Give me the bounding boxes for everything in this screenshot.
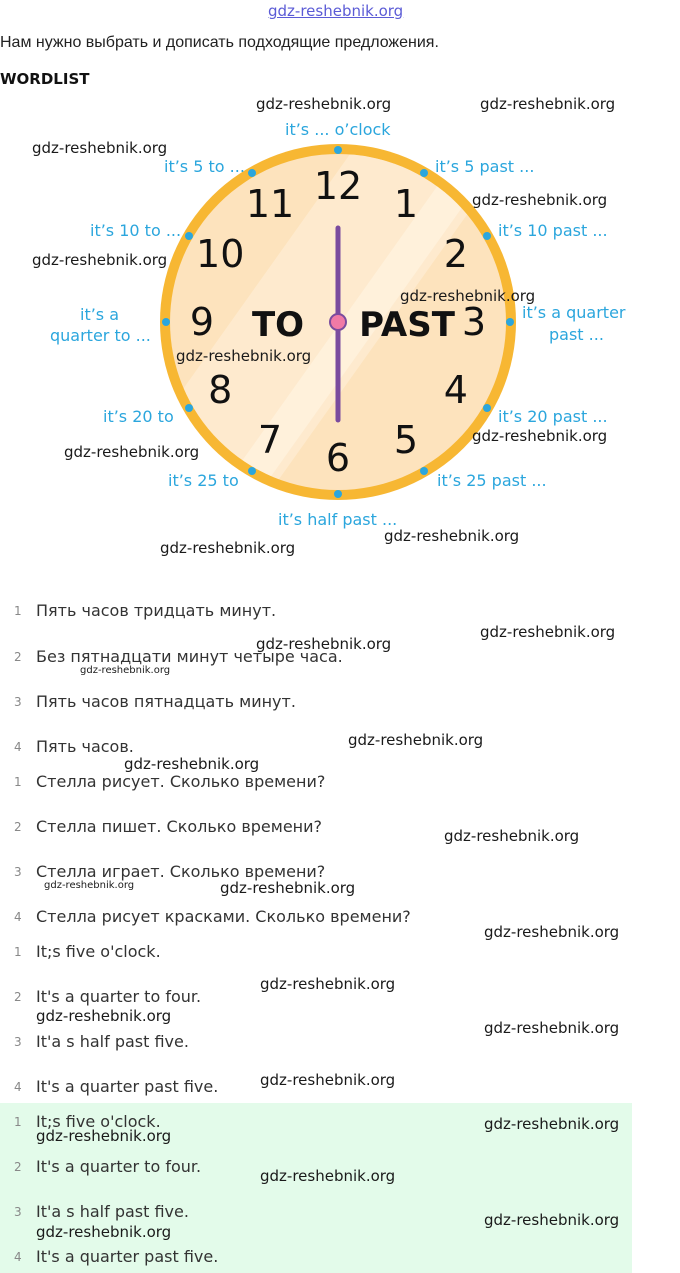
item-number: 3 bbox=[14, 695, 22, 709]
clock-illustration bbox=[0, 0, 680, 560]
item-text: It'a s half past five. bbox=[36, 1032, 189, 1051]
item-text: Стелла играет. Сколько времени? bbox=[36, 862, 326, 881]
item-text: It;s five o'clock. bbox=[36, 1112, 161, 1131]
item-text: Пять часов. bbox=[36, 737, 134, 756]
watermark: gdz-reshebnik.org bbox=[260, 975, 396, 993]
item-number: 4 bbox=[14, 1080, 22, 1094]
watermark: gdz-reshebnik.org bbox=[484, 923, 620, 941]
minute-dot bbox=[248, 467, 256, 475]
watermark: gdz-reshebnik.org bbox=[256, 95, 392, 113]
watermark: gdz-reshebnik.org bbox=[176, 347, 312, 365]
item-text: Стелла рисует. Сколько времени? bbox=[36, 772, 326, 791]
minute-dot bbox=[185, 232, 193, 240]
item-number: 3 bbox=[14, 865, 22, 879]
label-twentyfive-to: it’s 25 to bbox=[168, 471, 239, 490]
watermark: gdz-reshebnik.org bbox=[480, 623, 616, 641]
clock-number-4: 4 bbox=[443, 368, 468, 412]
minute-dot bbox=[483, 404, 491, 412]
watermark: gdz-reshebnik.org bbox=[32, 251, 168, 269]
label-oclock: it’s ... o’clock bbox=[285, 120, 391, 139]
item-number: 2 bbox=[14, 990, 22, 1004]
clock-number-11: 11 bbox=[245, 182, 295, 227]
minute-dot bbox=[248, 169, 256, 177]
answer-item bbox=[0, 1247, 632, 1267]
clock-number-5: 5 bbox=[393, 417, 419, 462]
to-label: TO bbox=[251, 305, 305, 345]
label-quarter-to-2: quarter to ... bbox=[50, 326, 151, 345]
item-text: It's a quarter past five. bbox=[36, 1077, 219, 1096]
item-text: Пять часов тридцать минут. bbox=[36, 601, 277, 620]
label-ten-to: it’s 10 to ... bbox=[90, 221, 182, 240]
watermark: gdz-reshebnik.org bbox=[36, 1223, 172, 1241]
item-number: 2 bbox=[14, 1160, 22, 1174]
minute-dot bbox=[162, 318, 170, 326]
watermark-top[interactable]: gdz-reshebnik.org bbox=[268, 2, 404, 20]
clock-number-9: 9 bbox=[189, 300, 215, 344]
clock-number-2: 2 bbox=[443, 232, 468, 276]
watermark: gdz-reshebnik.org bbox=[384, 527, 520, 545]
minute-dot bbox=[420, 467, 428, 475]
item-text: It's a quarter past five. bbox=[36, 1247, 219, 1266]
watermark: gdz-reshebnik.org bbox=[484, 1115, 620, 1133]
minute-dot bbox=[334, 146, 342, 154]
item-number: 4 bbox=[14, 740, 22, 754]
watermark: gdz-reshebnik.org bbox=[472, 191, 608, 209]
item-number: 1 bbox=[14, 1115, 22, 1129]
item-text: It's a quarter to four. bbox=[36, 1157, 202, 1176]
minute-dot bbox=[483, 232, 491, 240]
list-item bbox=[0, 772, 632, 792]
list-item bbox=[0, 601, 632, 621]
clock-number-6: 6 bbox=[325, 436, 351, 480]
clock-number-12: 12 bbox=[313, 164, 363, 208]
list-item bbox=[0, 737, 632, 757]
item-number: 4 bbox=[14, 1250, 22, 1264]
item-text: Пять часов пятнадцать минут. bbox=[36, 692, 296, 711]
intro-text: Нам нужно выбрать и дописать подходящие предложения. bbox=[0, 34, 439, 51]
watermark: gdz-reshebnik.org bbox=[64, 443, 200, 461]
label-ten-past: it’s 10 past ... bbox=[498, 221, 608, 240]
label-five-past: it’s 5 past ... bbox=[435, 157, 535, 176]
item-number: 2 bbox=[14, 650, 22, 664]
clock-number-1: 1 bbox=[393, 182, 419, 227]
label-quarter-past-1: it’s a quarter bbox=[522, 303, 626, 322]
minute-dot bbox=[506, 318, 514, 326]
item-text: Стелла рисует красками. Сколько времени? bbox=[36, 907, 411, 926]
watermark: gdz-reshebnik.org bbox=[160, 539, 296, 557]
item-text: It;s five o'clock. bbox=[36, 942, 161, 961]
item-number: 2 bbox=[14, 820, 22, 834]
label-twentyfive-past: it’s 25 past ... bbox=[437, 471, 547, 490]
past-label: PAST bbox=[359, 305, 455, 345]
label-twenty-to: it’s 20 to bbox=[103, 407, 174, 426]
item-number: 1 bbox=[14, 604, 22, 618]
watermark: gdz-reshebnik.org bbox=[484, 1211, 620, 1229]
watermark: gdz-reshebnik.org bbox=[256, 635, 392, 653]
watermark: gdz-reshebnik.org bbox=[220, 879, 356, 897]
item-number: 4 bbox=[14, 910, 22, 924]
item-text: It's a quarter to four. bbox=[36, 987, 202, 1006]
watermark: gdz-reshebnik.org bbox=[124, 755, 260, 773]
item-number: 1 bbox=[14, 775, 22, 789]
clock-number-10: 10 bbox=[196, 232, 245, 276]
watermark: gdz-reshebnik.org bbox=[32, 139, 168, 157]
label-half-past: it’s half past ... bbox=[278, 510, 398, 529]
clock-number-7: 7 bbox=[257, 417, 283, 462]
watermark: gdz-reshebnik.org bbox=[260, 1071, 396, 1089]
label-twenty-past: it’s 20 past ... bbox=[498, 407, 608, 426]
watermark: gdz-reshebnik.org bbox=[444, 827, 580, 845]
watermark: gdz-reshebnik.org bbox=[480, 95, 616, 113]
watermark: gdz-reshebnik.org bbox=[400, 287, 536, 305]
watermark: gdz-reshebnik.org bbox=[260, 1167, 396, 1185]
minute-dot bbox=[420, 169, 428, 177]
watermark: gdz-reshebnik.org bbox=[36, 1127, 172, 1145]
clock-center bbox=[330, 314, 346, 330]
item-number: 3 bbox=[14, 1205, 22, 1219]
list-item bbox=[0, 942, 632, 962]
label-quarter-past-2: past ... bbox=[549, 325, 604, 344]
item-text: It'a s half past five. bbox=[36, 1202, 189, 1221]
item-number: 3 bbox=[14, 1035, 22, 1049]
watermark: gdz-reshebnik.org bbox=[348, 731, 484, 749]
label-five-to: it’s 5 to ... bbox=[164, 157, 245, 176]
watermark: gdz-reshebnik.org bbox=[36, 1007, 172, 1025]
label-quarter-to-1: it’s a bbox=[80, 305, 120, 324]
watermark: gdz-reshebnik.org bbox=[44, 880, 135, 891]
wordlist-title: WORDLIST bbox=[0, 70, 90, 88]
minute-dot bbox=[185, 404, 193, 412]
clock-number-3: 3 bbox=[461, 300, 487, 344]
watermark: gdz-reshebnik.org bbox=[484, 1019, 620, 1037]
item-number: 1 bbox=[14, 945, 22, 959]
minute-dot bbox=[334, 490, 342, 498]
item-text: Без пятнадцати минут четыре часа. bbox=[36, 647, 343, 666]
item-text: Стелла пишет. Сколько времени? bbox=[36, 817, 323, 836]
watermark: gdz-reshebnik.org bbox=[80, 665, 171, 676]
watermark: gdz-reshebnik.org bbox=[472, 427, 608, 445]
list-item bbox=[0, 692, 632, 712]
clock-number-8: 8 bbox=[208, 368, 233, 412]
